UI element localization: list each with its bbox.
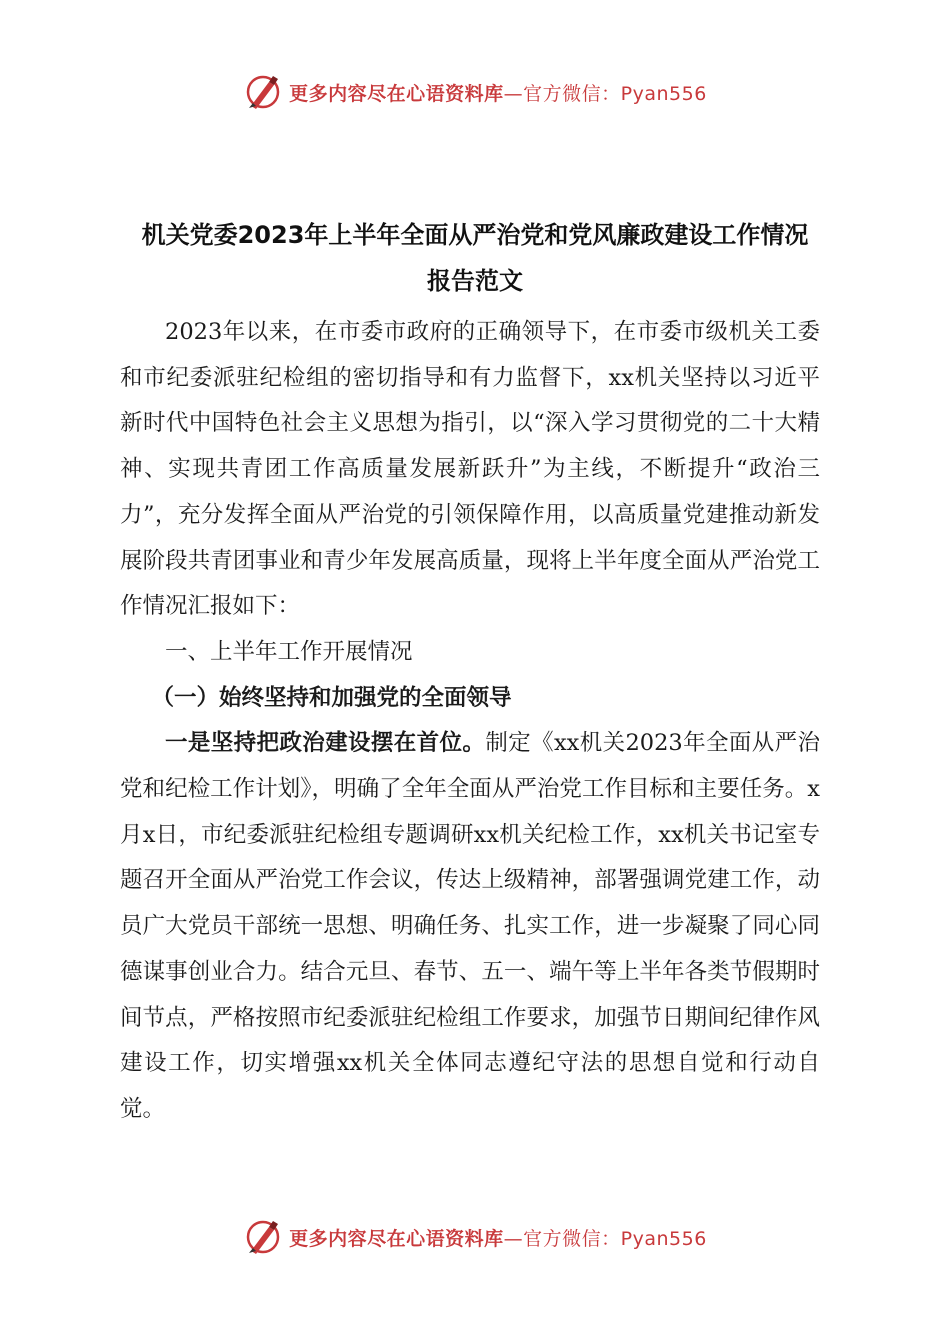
banner-wechat: —官方微信：Pyan556 (503, 1227, 707, 1250)
banner-text (289, 1224, 707, 1251)
banner-brand: 更多内容尽在心语资料库 (289, 1227, 504, 1250)
intro-paragraph: 2023年以来，在市委市政府的正确领导下，在市委市级机关工委和市纪委派驻纪检组的密切指导和有力监督下，xx机关坚持以习近平新时代中国特色社会主义思想为指引，以“深入学习贯彻党的二十大精神、实现共青团工作高质量发展新跃升”为主线，不断提升“政治三力”，充分发挥全面从严治党的引领保障作用，以高质量党建推动新发展阶段共青团事业和青少年发展高质量，现将上半年度全面从严治党工作情况汇报如下： (120, 319, 820, 620)
subsection-heading: （一）始终坚持和加强党的全面领导 (151, 684, 512, 711)
section-heading: 一、上半年工作开展情况 (165, 638, 413, 665)
banner-text (289, 79, 707, 106)
paragraph-body: 制定《xx机关2023年全面从严治党和纪检工作计划》，明确了全年全面从严治党工作目标和主要任务。x月x日，市纪委派驻纪检组专题调研xx机关纪检工作，xx机关书记室专题召开全面从严治党工作会议，传达上级精神，部署强调党建工作，动员广大党员干部统一思想、明确任务、扎实工作，进一步凝聚了同心同德谋事创业合力。结合元旦、春节、五一、端午等上半年各类节假期时间节点，严格按照市纪委派驻纪检组工作要求，加强节日期间纪律作风建设工作，切实增强xx机关全体同志遵纪守法的思想自觉和行动自觉。 (120, 730, 820, 1122)
pen-logo-icon (243, 1217, 283, 1257)
footer-banner (0, 1217, 950, 1257)
document-title (100, 212, 850, 304)
document-body (120, 310, 820, 1133)
pen-logo-icon (243, 72, 283, 112)
paragraph-lead: 一是坚持把政治建设摆在首位。 (165, 730, 486, 757)
banner-brand: 更多内容尽在心语资料库 (289, 82, 504, 105)
title-line-1: 机关党委2023年上半年全面从严治党和党风廉政建设工作情况 (141, 221, 809, 249)
banner-wechat: —官方微信：Pyan556 (503, 82, 707, 105)
header-banner (0, 72, 950, 112)
title-line-2: 报告范文 (427, 267, 523, 295)
body-paragraph (120, 721, 820, 1132)
